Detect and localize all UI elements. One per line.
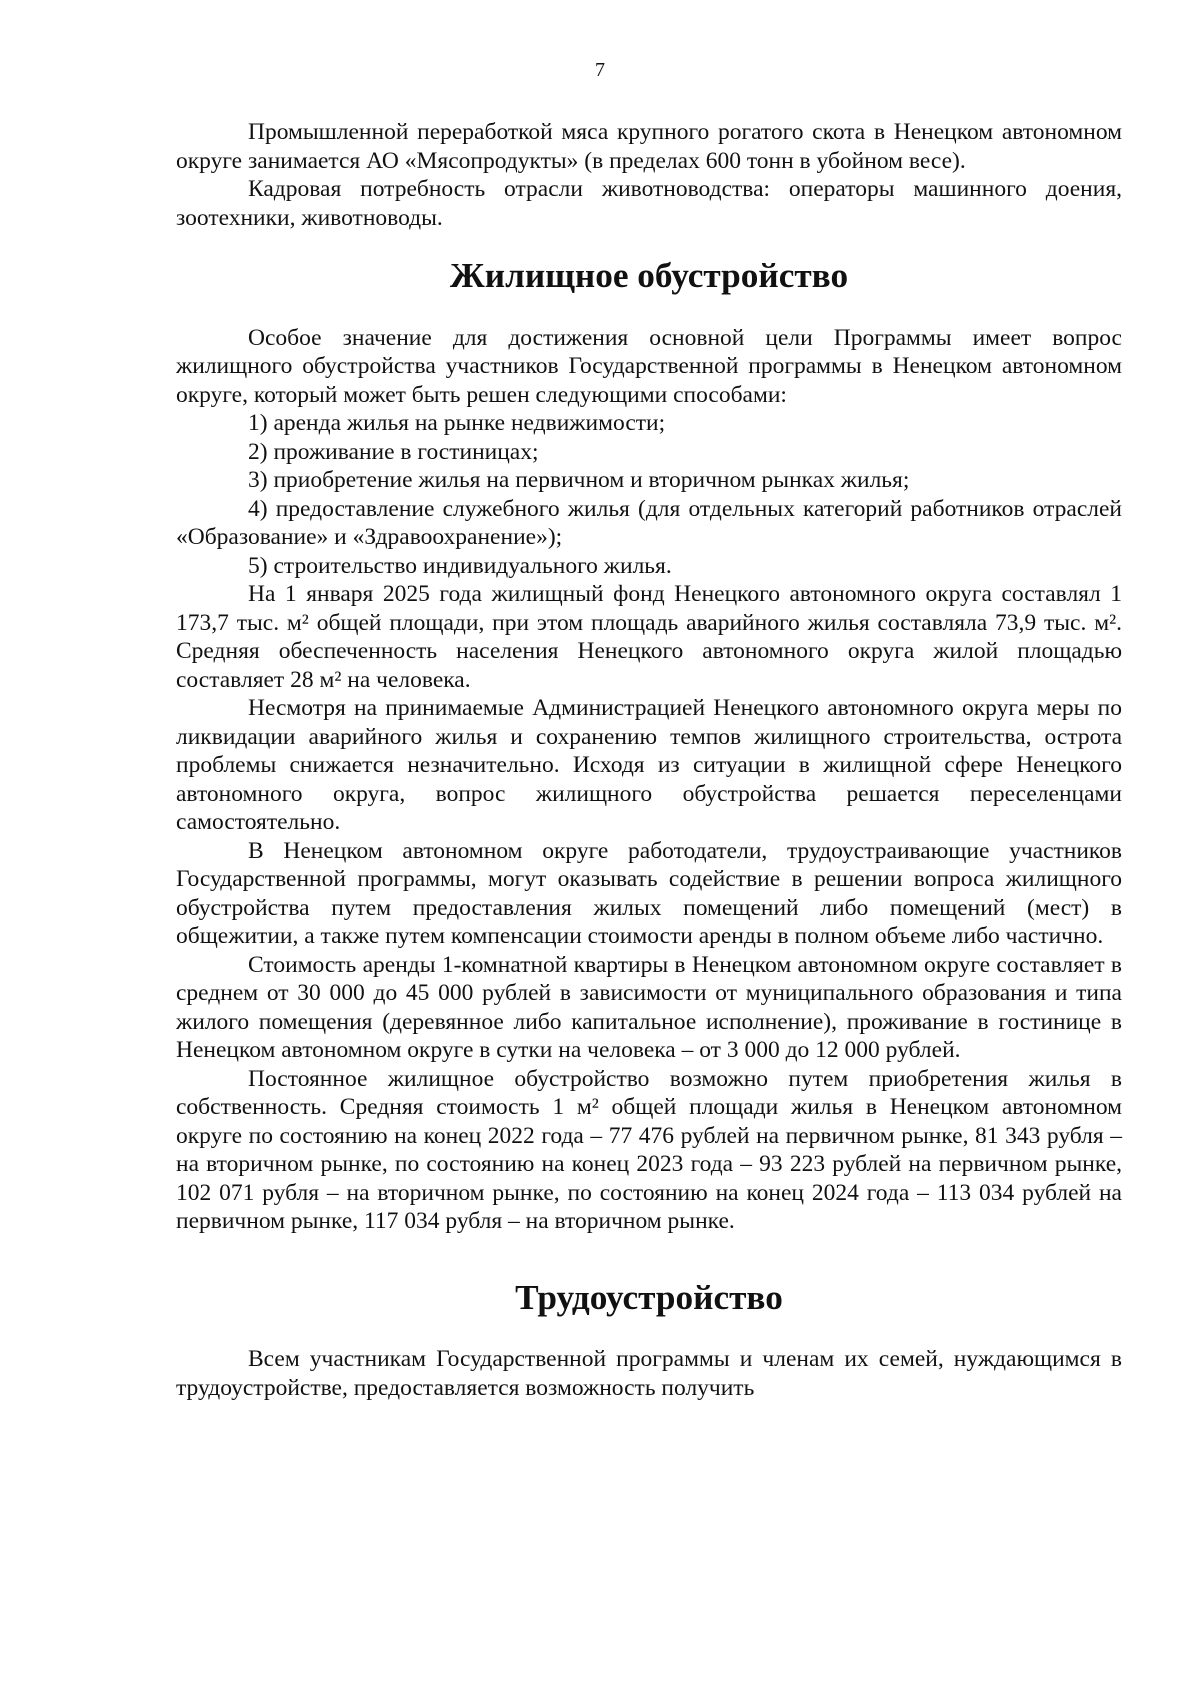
- page-content: [176, 118, 1122, 1402]
- paragraph-meat-processing: Промышленной переработкой мяса крупного рогатого скота в Ненецком автономном округе занимается АО «Мясопродукты» (в пределах 600 тонн в убойном весе).: [176, 119, 1122, 174]
- paragraph-purchase-cost: Постоянное жилищное обустройство возможно путем приобретения жилья в собственность. Средняя стоимость 1 м² общей площади жилья в Ненецком автономном округе по состоянию на конец 2022 года – 77 476 рублей на первичном рынке, 81 343 рубля – на вторичном рынке, по состоянию на конец 2023 года – 93 223 рублей на первичном рынке, 102 071 рубля – на вторичном рынке, по состоянию на конец 2024 года – 113 034 рублей на первичном рынке, 117 034 рубля – на вторичном рынке.: [176, 1065, 1122, 1234]
- paragraph-employment-intro: Всем участникам Государственной программы и членам их семей, нуждающимся в трудоустройстве, предоставляется возможность получить: [176, 1346, 1122, 1401]
- paragraph-rent-cost: Стоимость аренды 1-комнатной квартиры в Ненецком автономном округе составляет в среднем от 30 000 до 45 000 рублей в зависимости от муниципального образования и типа жилого помещения (деревянное либо капитальное исполнение), проживание в гостинице в Ненецком автономном округе в сутки на человека – от 3 000 до 12 000 рублей.: [176, 951, 1122, 1063]
- list-item-housing-option: 1) аренда жилья на рынке недвижимости;: [248, 410, 666, 436]
- paragraph-housing-stock: На 1 января 2025 года жилищный фонд Ненецкого автономного округа составлял 1 173,7 тыс. м² общей площади, при этом площадь аварийного жилья составляла 73,9 тыс. м². Средняя обеспеченность населения Ненецкого автономного округа жилой площадью составляет 28 м² на человека.: [176, 581, 1122, 693]
- list-item-housing-option: 5) строительство индивидуального жилья.: [248, 552, 672, 579]
- list-item-housing-option: 2) проживание в гостиницах;: [248, 438, 539, 465]
- section-heading-employment: Трудоустройство: [515, 1277, 783, 1317]
- section-heading-housing: Жилищное обустройство: [449, 256, 849, 295]
- paragraph-livestock-staffing: Кадровая потребность отрасли животноводства: операторы машинного доения, зоотехники, животноводы.: [176, 176, 1122, 231]
- paragraph-employer-assistance: В Ненецком автономном округе работодатели, трудоустраивающие участников Государственной программы, могут оказывать содействие в решении вопроса жилищного обустройства путем предоставления жилых помещений либо помещений (мест) в общежитии, а также путем компенсации стоимости аренды в полном объеме либо частично.: [176, 837, 1122, 949]
- page-number: 7: [595, 59, 605, 81]
- list-item-housing-option: 3) приобретение жилья на первичном и вторичном рынках жилья;: [248, 467, 910, 493]
- paragraph-housing-problem: Несмотря на принимаемые Администрацией Ненецкого автономного округа меры по ликвидации аварийного жилья и сохранению темпов жилищного строительства, острота проблемы снижается незначительно. Исходя из ситуации в жилищной сфере Ненецкого автономного округа, вопрос жилищного обустройства решается переселенцами самостоятельно.: [176, 695, 1122, 835]
- list-item-housing-option: 4) предоставление служебного жилья (для отдельных категорий работников отраслей «Образование» и «Здравоохранение»);: [176, 495, 1122, 550]
- paragraph-housing-intro: Особое значение для достижения основной цели Программы имеет вопрос жилищного обустройства участников Государственной программы в Ненецком автономном округе, который может быть решен следующими способами:: [176, 324, 1122, 408]
